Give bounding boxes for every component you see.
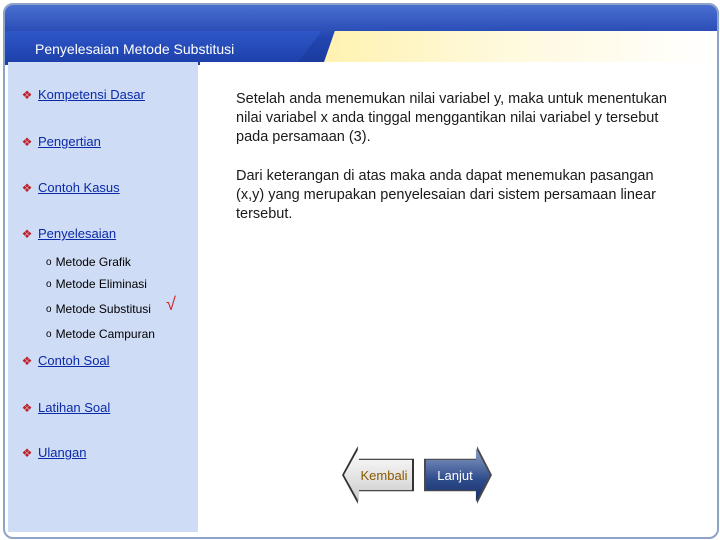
circle-bullet-icon: o xyxy=(46,328,52,340)
sub-item-metode-campuran[interactable] xyxy=(46,327,155,341)
circle-bullet-icon: o xyxy=(46,278,52,290)
sub-item-label[interactable]: Metode Campuran xyxy=(55,327,155,341)
sub-item-label[interactable]: Metode Substitusi xyxy=(55,302,151,316)
diamond-bullet-icon: ❖ xyxy=(21,87,33,102)
sub-item-metode-grafik[interactable] xyxy=(46,255,131,269)
sidebar-item-label[interactable]: Latihan Soal xyxy=(38,400,111,415)
sub-item-metode-substitusi[interactable] xyxy=(46,302,151,316)
sidebar-item-label[interactable]: Pengertian xyxy=(38,134,101,149)
sidebar-item-kompetensi-dasar[interactable] xyxy=(20,87,145,102)
sidebar-item-contoh-kasus[interactable] xyxy=(20,180,120,195)
header-accent-band xyxy=(323,31,717,65)
next-button-label[interactable]: Lanjut xyxy=(437,467,473,483)
sidebar-item-label[interactable]: Kompetensi Dasar xyxy=(38,87,145,102)
diamond-bullet-icon: ❖ xyxy=(21,445,33,460)
checkmark-icon: √ xyxy=(166,294,176,314)
sidebar-item-label[interactable]: Ulangan xyxy=(38,445,87,460)
sidebar-item-label[interactable]: Penyelesaian xyxy=(38,226,117,241)
diamond-bullet-icon: ❖ xyxy=(21,353,33,368)
diamond-bullet-icon: ❖ xyxy=(21,226,33,241)
sub-item-label[interactable]: Metode Grafik xyxy=(55,255,131,269)
sidebar-item-penyelesaian[interactable] xyxy=(20,226,116,241)
sidebar-item-pengertian[interactable] xyxy=(20,134,101,149)
content-paragraph-1: Setelah anda menemukan nilai variabel y, maka untuk menentukan nilai variabel x anda tinggal menggantikan nilai variabel y tersebut pada persamaan (3). xyxy=(236,91,667,145)
next-button[interactable] xyxy=(424,446,492,504)
back-button[interactable] xyxy=(342,446,414,504)
page-title: Penyelesaian Metode Substitusi xyxy=(35,41,235,57)
circle-bullet-icon: o xyxy=(46,256,52,268)
diamond-bullet-icon: ❖ xyxy=(21,400,33,415)
content-paragraph-2: Dari keterangan di atas maka anda dapat menemukan pasangan (x,y) yang merupakan penyelesaian dari sistem persamaan linear tersebut. xyxy=(236,168,656,222)
back-button-label[interactable]: Kembali xyxy=(360,467,408,483)
sidebar-item-ulangan[interactable] xyxy=(20,445,86,460)
diamond-bullet-icon: ❖ xyxy=(21,134,33,149)
sub-item-label[interactable]: Metode Eliminasi xyxy=(55,277,147,291)
sidebar-item-label[interactable]: Contoh Soal xyxy=(38,353,110,368)
sub-item-metode-eliminasi[interactable] xyxy=(46,277,147,291)
circle-bullet-icon: o xyxy=(46,303,52,315)
diamond-bullet-icon: ❖ xyxy=(21,180,33,195)
sidebar-item-label[interactable]: Contoh Kasus xyxy=(38,180,120,195)
sidebar-item-latihan-soal[interactable] xyxy=(20,400,110,415)
sidebar-item-contoh-soal[interactable] xyxy=(20,353,110,368)
